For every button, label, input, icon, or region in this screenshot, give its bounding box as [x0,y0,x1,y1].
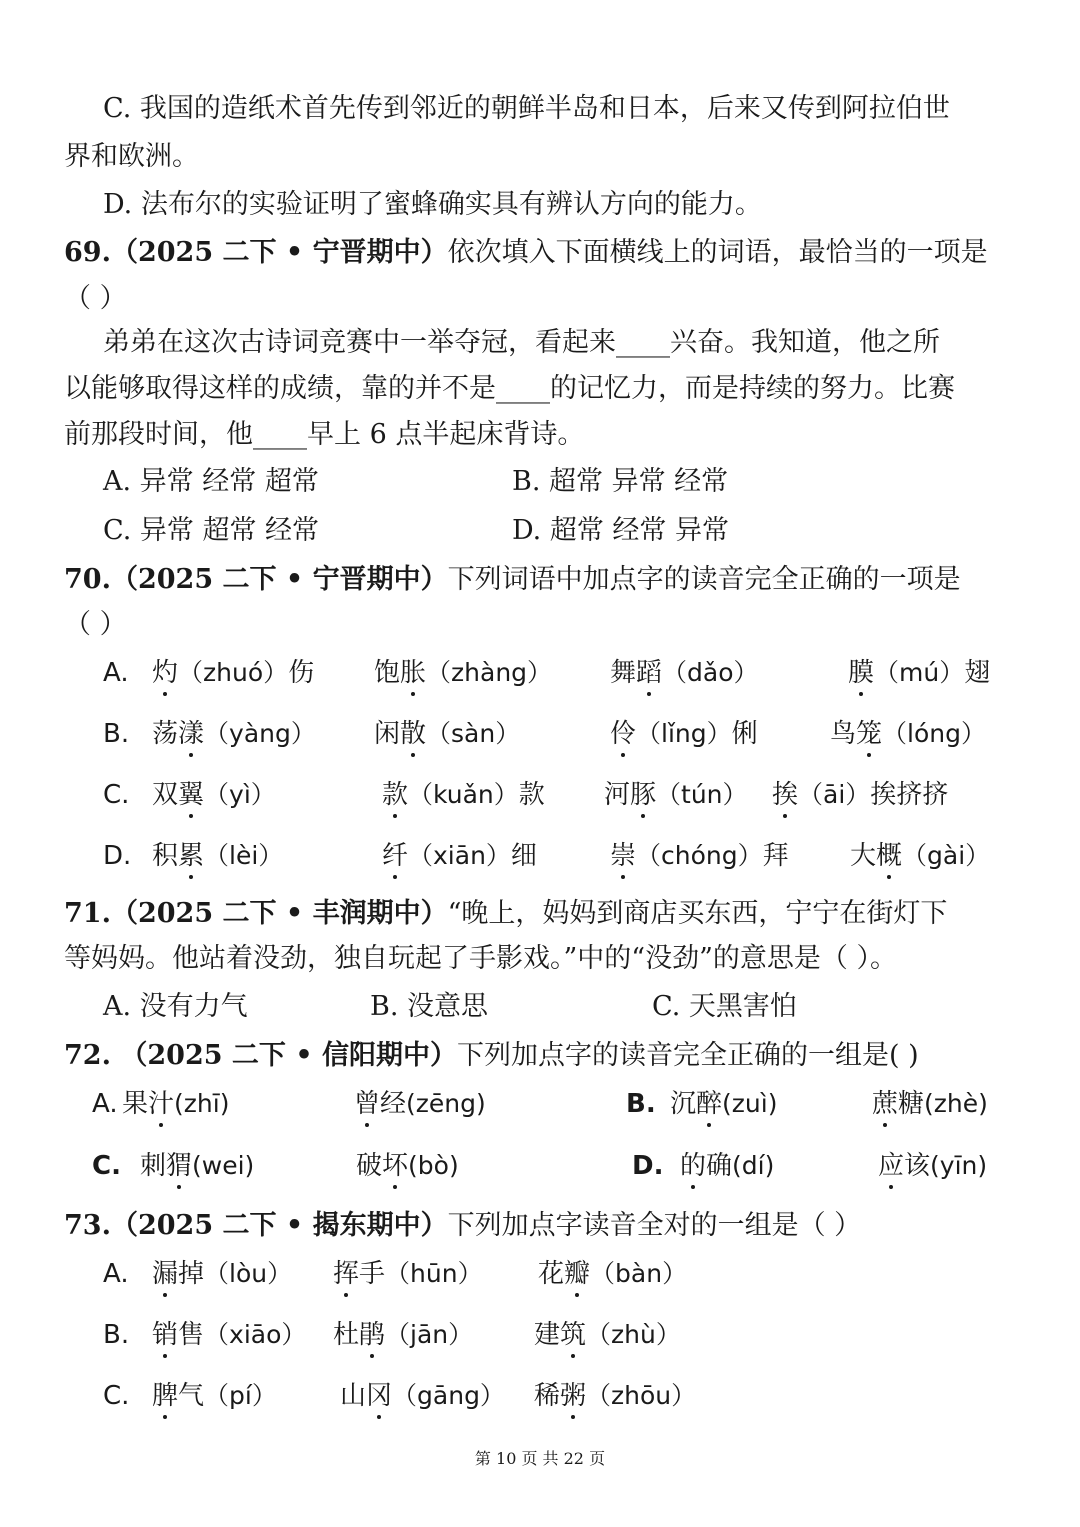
pinyin: （lǐng） [636,719,732,748]
option-label: A. [103,1259,129,1289]
pinyin: （zhàng） [426,658,553,687]
dotted-char: 汁 [148,1089,175,1119]
pinyin: （xiāo） [204,1320,307,1349]
word-pre: 积 [152,841,179,871]
pinyin-item [152,778,276,812]
word-pre: 河 [604,780,631,810]
pinyin-item [333,1318,473,1352]
q68-option-c-line2: 界和欧洲。 [64,141,199,172]
q69-option-d: D. 超常 经常 异常 [512,515,730,546]
pinyin-item [382,839,537,873]
dotted-char: 鹃 [359,1320,386,1350]
pinyin: （mú） [874,658,965,687]
question-prompt: “晚上，妈妈到商店买东西，宁宁在街灯下 [447,898,948,929]
q71-prompt-line2: 等妈妈。他站着没劲，独自玩起了手影戏。”中的“没劲”的意思是（ ）。 [64,943,897,974]
pinyin: （lèi） [204,841,284,870]
q69-option-b: B. 超常 异常 经常 [512,466,729,497]
pinyin-item [872,1087,988,1121]
q69-passage-line1: 弟弟在这次古诗词竞赛中一举夺冠，看起来____兴奋。我知道，他之所 [103,327,940,358]
pinyin-item [152,1379,277,1413]
dotted-char: 累 [178,841,205,871]
pinyin-item [374,717,520,751]
pinyin-item [680,1149,774,1183]
pinyin-item [152,656,314,690]
answer-paren: （ ） [64,609,127,640]
option-label: C. [92,1151,121,1181]
word-post: 手 [359,1259,386,1289]
dotted-char: 散 [400,719,427,749]
dotted-char: 翼 [178,780,205,810]
word-tail: 挨挤挤 [870,780,949,810]
pinyin: （zhōu） [586,1381,697,1410]
q71-option-a: A. 没有力气 [103,991,248,1022]
dotted-char: 漏 [152,1259,179,1289]
dotted-char: 脾 [152,1381,179,1411]
word-pre: 建 [534,1320,561,1350]
dotted-char: 款 [382,780,409,810]
pinyin-item [604,778,748,812]
question-number: 72. （2025 二下 • 信阳期中） [64,1040,457,1071]
dotted-char: 冈 [366,1381,393,1411]
question-number: 71.（2025 二下 • 丰润期中） [64,898,448,929]
pinyin-item [538,1257,687,1291]
word-tail: 俐 [731,719,758,749]
dotted-char: 胀 [400,658,427,688]
dotted-char: 的 [680,1151,707,1181]
question-prompt: 下列词语中加点字的读音完全正确的一项是 [447,564,961,595]
word-post: 掉 [178,1259,205,1289]
word-pre: 刺 [140,1151,167,1181]
word-tail: 款 [518,780,545,810]
pinyin: （dǎo） [662,658,759,687]
pinyin-item [610,656,759,690]
word-tail: 细 [510,841,537,871]
word-pre: 稀 [534,1381,561,1411]
q69-passage-line2: 以能够取得这样的成绩，靠的并不是____的记忆力，而是持续的努力。比赛 [64,373,955,404]
pinyin-item [356,1149,459,1183]
word-pre: 山 [340,1381,367,1411]
pinyin-item [772,778,948,812]
pinyin: (dí) [732,1151,775,1180]
option-label: C. [103,780,130,810]
question-number: 69.（2025 二下 • 宁晋期中） [64,237,448,268]
pinyin-item [830,717,986,751]
pinyin-item [382,778,545,812]
page-footer: 第 10 页 共 22 页 [474,1449,606,1468]
word-post: 糖 [898,1089,925,1119]
pinyin: （tún） [656,780,748,809]
pinyin: （hūn） [385,1259,483,1288]
dotted-char: 蔗 [872,1089,899,1119]
question-prompt: 依次填入下面横线上的词语，最恰当的一项是 [447,237,988,268]
pinyin: （zhù） [586,1320,681,1349]
word-pre: 杜 [333,1320,360,1350]
q71-option-c: C. 天黑害怕 [652,991,797,1022]
q71-option-b: B. 没意思 [370,991,489,1022]
dotted-char: 挨 [772,780,799,810]
pinyin-item [152,1318,306,1352]
dotted-char: 灼 [152,658,179,688]
option-label: B. [103,719,130,749]
word-tail: 伤 [288,658,315,688]
word-pre: 沉 [670,1089,697,1119]
pinyin: （pí） [204,1381,277,1410]
dotted-char: 销 [152,1320,179,1350]
pinyin: （xiān） [408,841,511,870]
pinyin-item [610,717,758,751]
word-pre: 果 [122,1089,149,1119]
q71-header [64,897,947,931]
pinyin: （lóng） [882,719,986,748]
word-tail: 翅 [964,658,991,688]
pinyin: （sàn） [426,719,521,748]
q69-passage-line3: 前那段时间，他____早上 6 点半起床背诗。 [64,419,585,450]
pinyin-item [850,839,990,873]
option-label: C. [103,1381,130,1411]
dotted-char: 笼 [856,719,883,749]
q68-option-d: D. 法布尔的实验证明了蜜蜂确实具有辨认方向的能力。 [103,189,762,220]
pinyin: （lòu） [204,1259,293,1288]
question-prompt: 下列加点字的读音完全正确的一组是( ) [456,1040,919,1071]
word-pre: 花 [538,1259,565,1289]
q69-header [64,236,988,270]
word-post: 确 [706,1151,733,1181]
word-post: 气 [178,1381,205,1411]
option-label: B. [103,1320,130,1350]
pinyin-item [152,1257,292,1291]
word-pre: 舞 [610,658,637,688]
pinyin-item [534,1379,696,1413]
pinyin: （gài） [902,841,991,870]
word-pre: 双 [152,780,179,810]
pinyin-item [340,1379,505,1413]
q69-option-a: A. 异常 经常 超常 [103,466,319,497]
dotted-char: 膜 [848,658,875,688]
pinyin-item [610,839,789,873]
option-label: B. [626,1089,656,1119]
q70-header [64,563,961,597]
dotted-char: 纤 [382,841,409,871]
pinyin: （bàn） [590,1259,688,1288]
dotted-char: 蹈 [636,658,663,688]
pinyin-item [152,717,316,751]
pinyin: (zēng) [406,1089,486,1118]
pinyin: （chóng） [636,841,763,870]
pinyin: （āi） [798,780,871,809]
pinyin: （gāng） [392,1381,505,1410]
dotted-char: 粥 [560,1381,587,1411]
dotted-char: 漾 [178,719,205,749]
question-number: 73.（2025 二下 • 揭东期中） [64,1210,448,1241]
pinyin-item [140,1149,254,1183]
option-label: A. [103,658,129,688]
option-label: D. [103,841,132,871]
dotted-char: 筑 [560,1320,587,1350]
pinyin: （yì） [204,780,276,809]
pinyin: （yàng） [204,719,316,748]
option-label: A. [92,1089,118,1119]
pinyin: (zhè) [924,1089,988,1118]
dotted-char: 崇 [610,841,637,871]
q73-header [64,1209,861,1243]
dotted-char: 猬 [166,1151,193,1181]
dotted-char: 瓣 [564,1259,591,1289]
pinyin-item [878,1149,987,1183]
option-label: D. [632,1151,664,1181]
pinyin: （zhuó） [178,658,289,687]
pinyin: (wei) [192,1151,255,1180]
dotted-char: 挥 [333,1259,360,1289]
pinyin-item [122,1087,229,1121]
word-pre: 闲 [374,719,401,749]
word-pre: 鸟 [830,719,857,749]
dotted-char: 概 [876,841,903,871]
pinyin-item [670,1087,777,1121]
word-post: 售 [178,1320,205,1350]
pinyin: (zhī) [174,1089,230,1118]
word-pre: 大 [850,841,877,871]
dotted-char: 豚 [630,780,657,810]
pinyin-item [848,656,990,690]
question-prompt: 下列加点字读音全对的一组是（ ） [447,1210,862,1241]
dotted-char: 应 [878,1151,905,1181]
word-tail: 拜 [762,841,789,871]
q72-header [64,1039,919,1073]
word-pre: 饱 [374,658,401,688]
pinyin-item [333,1257,483,1291]
pinyin-item [534,1318,681,1352]
word-post: 该 [904,1151,931,1181]
dotted-char: 曾 [354,1089,381,1119]
pinyin: (zuì) [722,1089,778,1118]
pinyin-item [152,839,283,873]
pinyin: (yīn) [930,1151,988,1180]
q68-option-c-line1: C. 我国的造纸术首先传到邻近的朝鲜半岛和日本，后来又传到阿拉伯世 [103,93,950,124]
word-pre: 破 [356,1151,383,1181]
question-number: 70.（2025 二下 • 宁晋期中） [64,564,448,595]
pinyin: (bò) [408,1151,459,1180]
pinyin: （jān） [385,1320,474,1349]
pinyin-item [374,656,552,690]
dotted-char: 醉 [696,1089,723,1119]
pinyin-item [354,1087,486,1121]
dotted-char: 伶 [610,719,637,749]
dotted-char: 坏 [382,1151,409,1181]
q69-option-c: C. 异常 超常 经常 [103,515,320,546]
word-pre: 荡 [152,719,179,749]
answer-paren: （ ） [64,283,127,314]
word-post: 经 [380,1089,407,1119]
pinyin: （kuǎn） [408,780,519,809]
